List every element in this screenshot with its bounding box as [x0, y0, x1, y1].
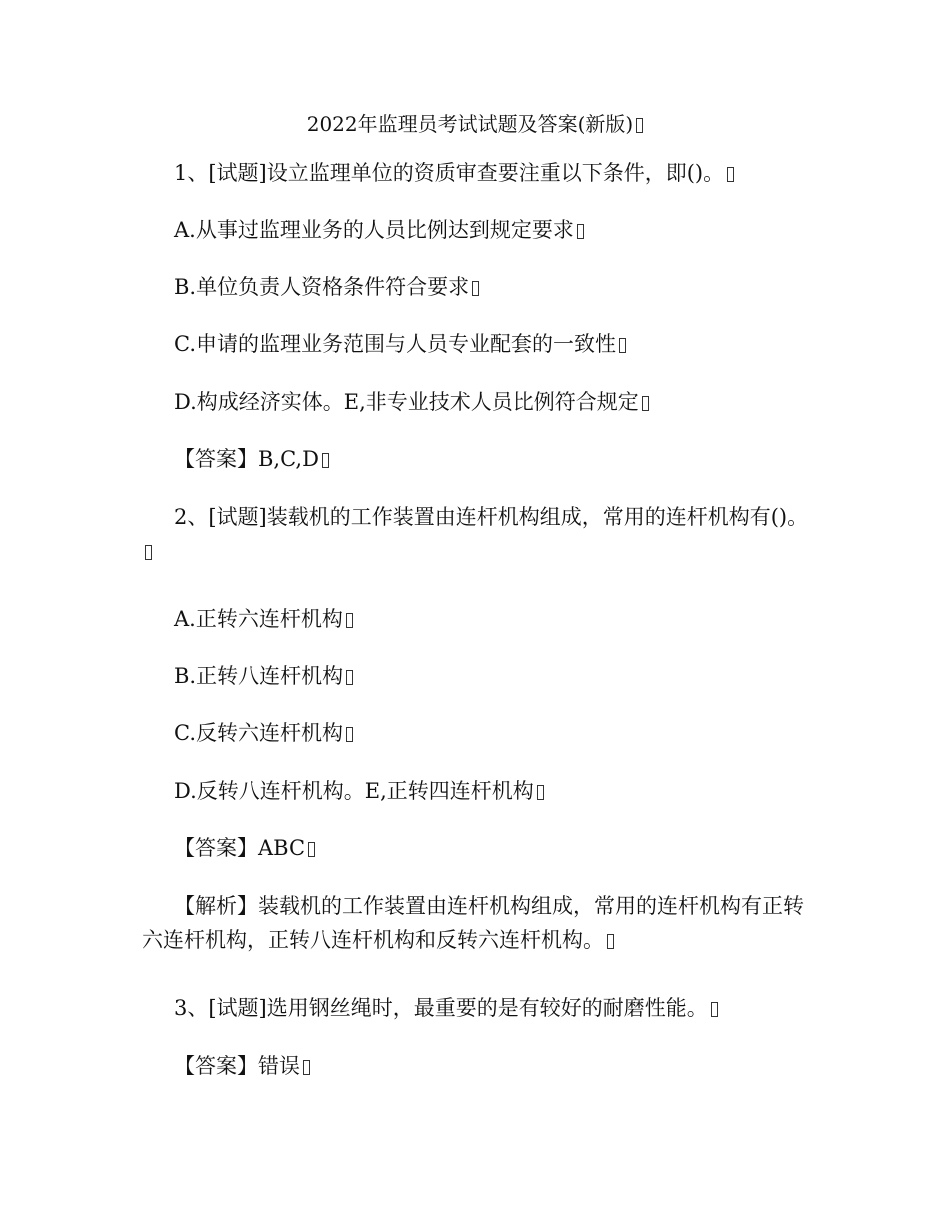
paragraph-mark-icon	[346, 727, 353, 742]
paragraph-mark-icon	[472, 281, 479, 296]
paragraph-mark-icon	[303, 1060, 310, 1075]
paragraph-mark-icon	[642, 396, 649, 411]
paragraph-mark-icon	[577, 224, 584, 239]
paragraph-mark-icon	[607, 934, 614, 949]
question-3-answer: 【答案】错误	[142, 1049, 812, 1083]
question-2-option-b: B.正转八连杆机构	[142, 659, 812, 693]
paragraph-mark-icon	[145, 545, 152, 560]
paragraph-mark-icon	[346, 670, 353, 685]
question-1-option-a: A.从事过监理业务的人员比例达到规定要求	[142, 213, 812, 247]
paragraph-mark-icon	[711, 1002, 718, 1017]
question-2-option-c: C.反转六连杆机构	[142, 716, 812, 750]
paragraph-mark-icon	[308, 842, 315, 857]
paragraph-mark-icon	[619, 338, 626, 353]
question-2-explanation: 【解析】装载机的工作装置由连杆机构组成，常用的连杆机构有正转六连杆机构，正转八连杆机构和反转六连杆机构。	[142, 894, 804, 952]
question-2-answer: 【答案】ABC	[142, 831, 812, 865]
question-2-option-d-e: D.反转八连杆机构。E,正转四连杆机构	[142, 774, 812, 808]
paragraph-mark-icon	[322, 453, 329, 468]
question-1-option-c: C.申请的监理业务范围与人员专业配套的一致性	[142, 327, 812, 361]
paragraph-mark-icon	[727, 167, 734, 182]
question-2-option-a: A.正转六连杆机构	[142, 602, 812, 636]
question-3: 3、[试题]选用钢丝绳时，最重要的是有较好的耐磨性能。	[142, 991, 812, 1025]
question-1: 1、[试题]设立监理单位的资质审查要注重以下条件，即()。	[142, 156, 812, 190]
question-1-option-b: B.单位负责人资格条件符合要求	[142, 270, 812, 304]
question-1-option-d-e: D.构成经济实体。E,非专业技术人员比例符合规定	[142, 385, 812, 419]
question-2: 2、[试题]装载机的工作装置由连杆机构组成，常用的连杆机构有()。	[142, 500, 812, 568]
paragraph-mark-icon	[636, 118, 643, 133]
paragraph-mark-icon	[537, 785, 544, 800]
document-title: 2022年监理员考试试题及答案(新版)	[0, 108, 950, 140]
paragraph-mark-icon	[346, 613, 353, 628]
question-1-answer: 【答案】B,C,D	[142, 442, 812, 476]
